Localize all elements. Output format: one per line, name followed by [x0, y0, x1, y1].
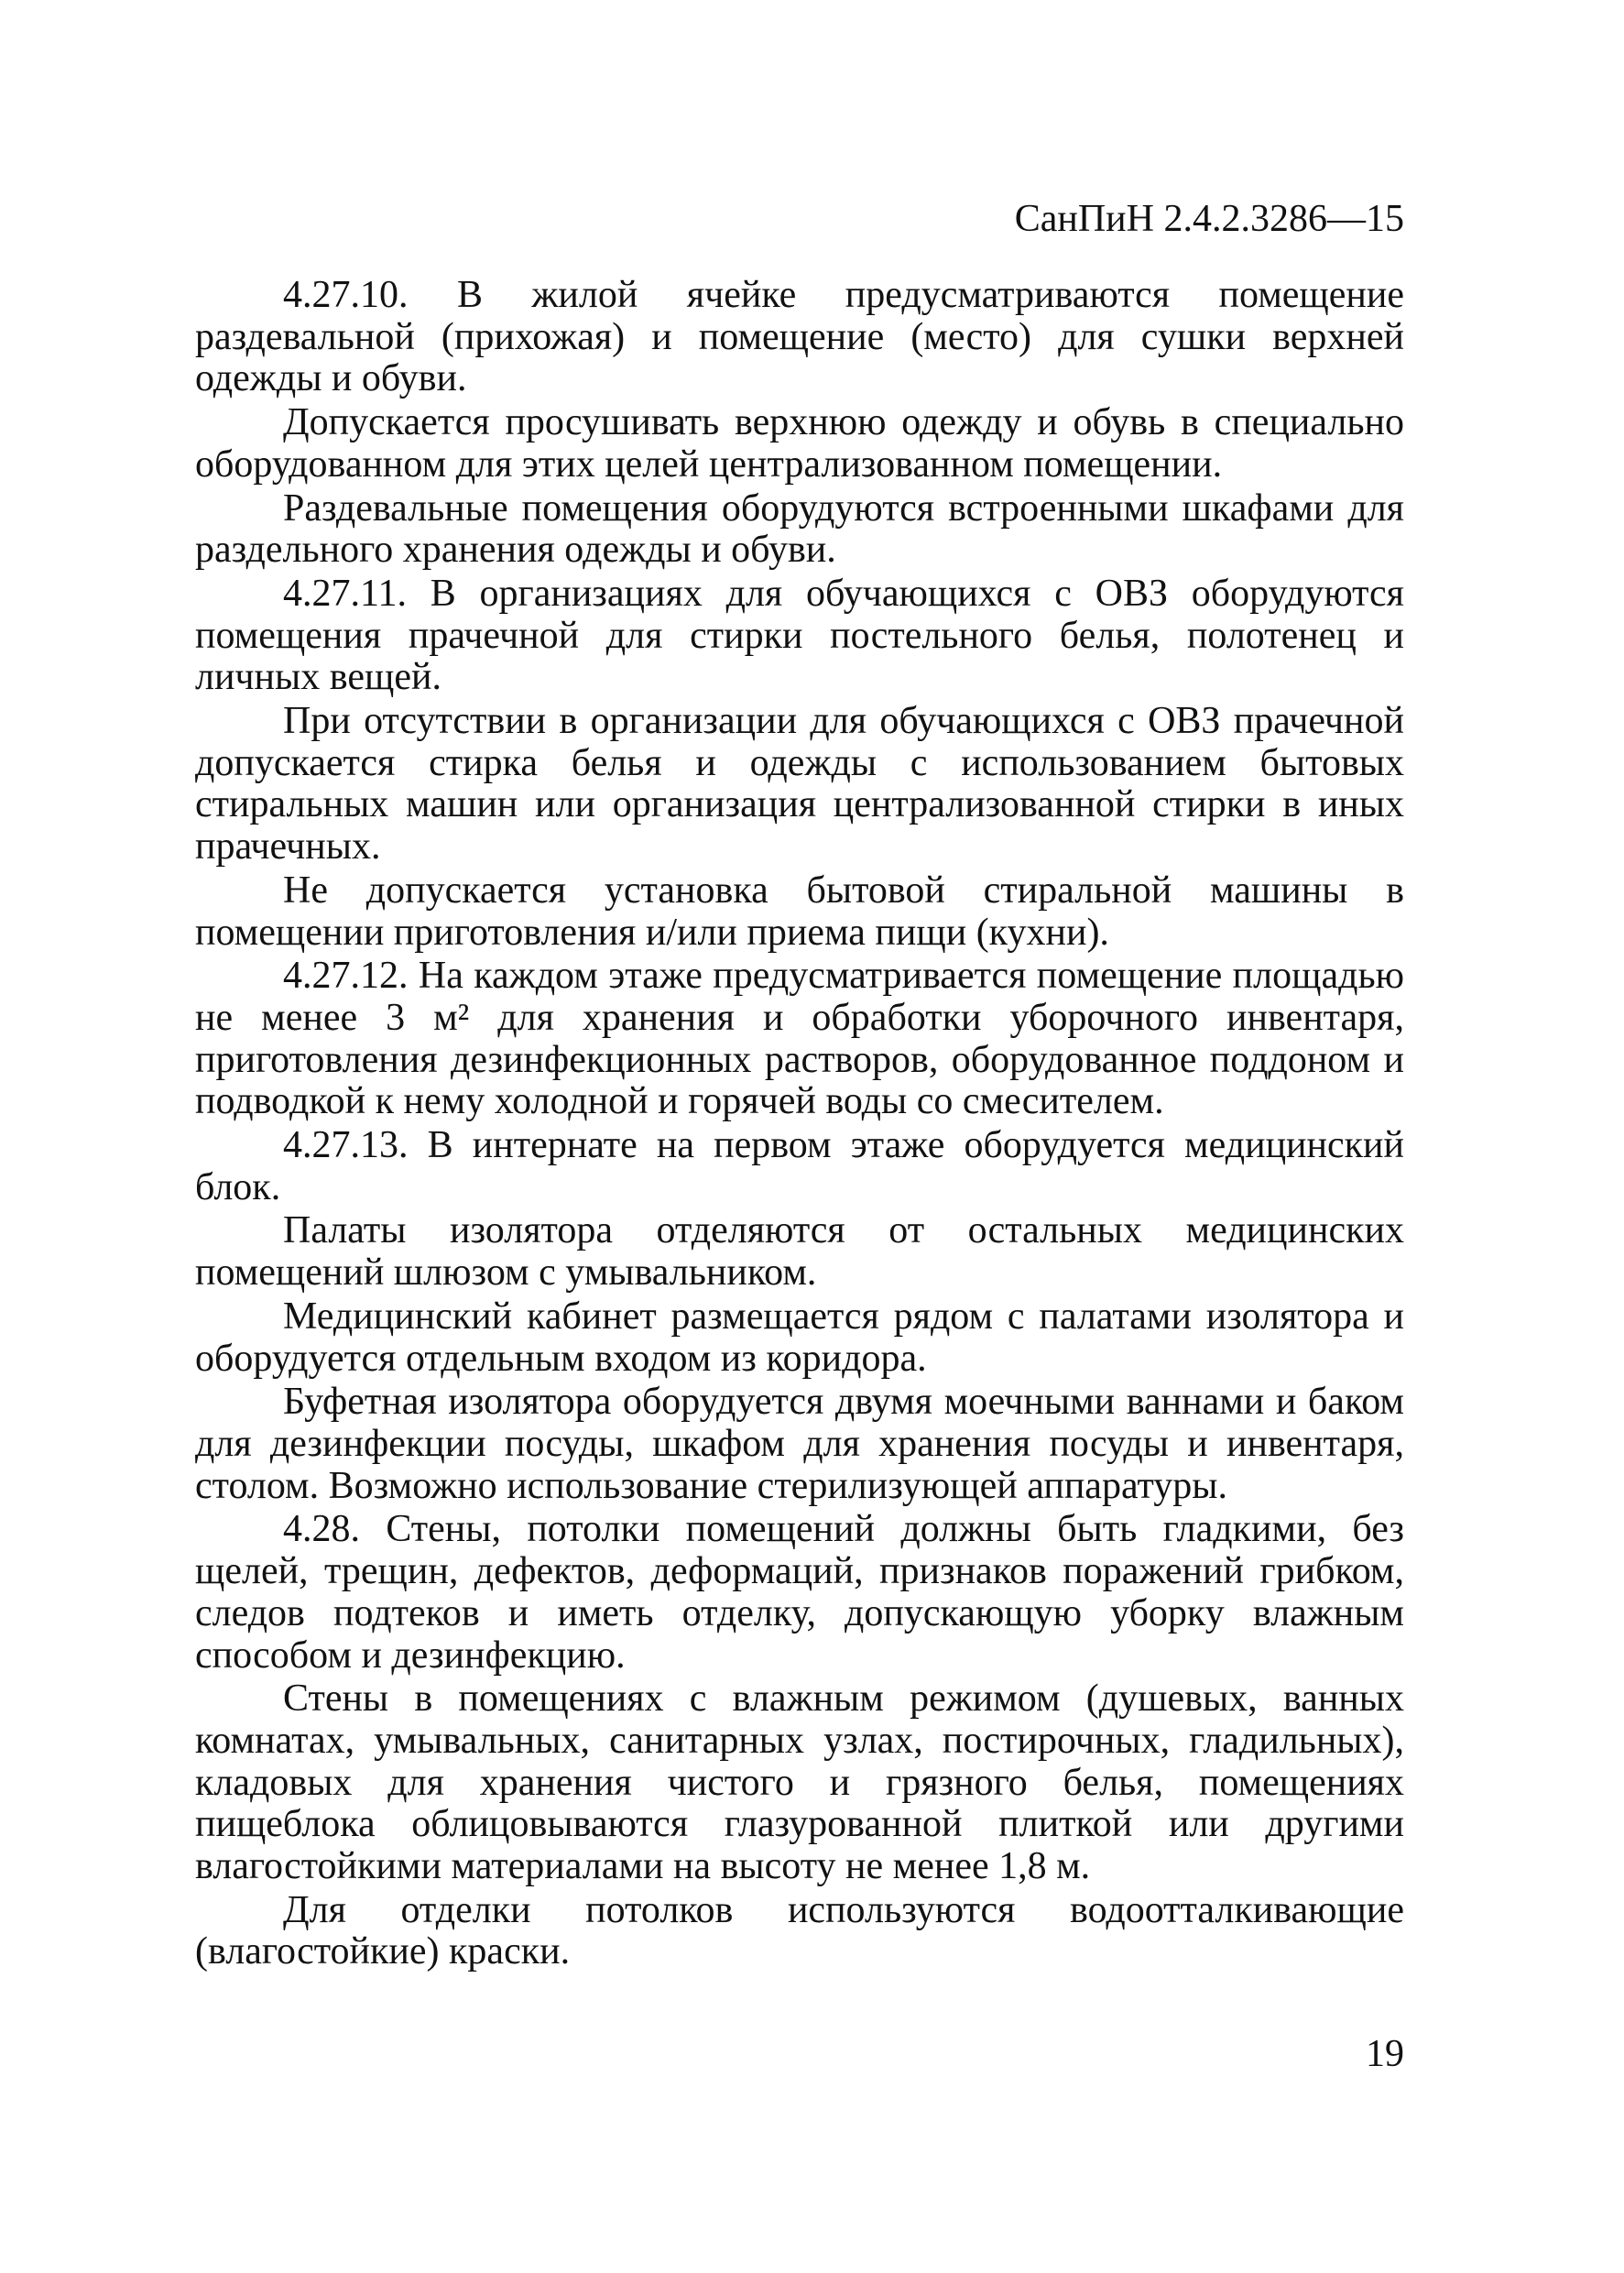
paragraph: Допускается просушивать верхнюю одежду и обувь в специально оборудованном для этих целей централизованном помещении. — [195, 401, 1404, 486]
paragraph: 4.28. Стены, потолки помещений должны быть гладкими, без щелей, трещин, дефектов, деформаций, признаков поражений грибком, следов подтеков и иметь отделку, допускающую уборку влажным способом и дезинфекцию. — [195, 1508, 1404, 1677]
paragraph: Для отделки потолков используются водоотталкивающие (влагостойкие) краски. — [195, 1888, 1404, 1973]
paragraph: При отсутствии в организации для обучающихся с ОВЗ прачечной допускается стирка белья и одежды с использованием бытовых стиральных машин или организация централизованной стирки в иных прачечных. — [195, 700, 1404, 869]
paragraph: Медицинский кабинет размещается рядом с палатами изолятора и оборудуется отдельным входом из коридора. — [195, 1295, 1404, 1380]
document-code-header: СанПиН 2.4.2.3286—15 — [1014, 198, 1404, 240]
paragraph: 4.27.10. В жилой ячейке предусматриваются помещение раздевальной (прихожая) и помещение (место) для сушки верхней одежды и обуви. — [195, 274, 1404, 400]
paragraph: Палаты изолятора отделяются от остальных медицинских помещений шлюзом с умывальником. — [195, 1209, 1404, 1295]
paragraph: Раздевальные помещения оборудуются встроенными шкафами для раздельного хранения одежды и обуви. — [195, 486, 1404, 572]
paragraph: Буфетная изолятора оборудуется двумя моечными ваннами и баком для дезинфекции посуды, шкафом для хранения посуды и инвентаря, столом. Возможно использование стерилизующей аппаратуры. — [195, 1381, 1404, 1507]
body-text — [195, 275, 1404, 1975]
paragraph: Стены в помещениях с влажным режимом (душевых, ванных комнатах, умывальных, санитарных узлах, постирочных, гладильных), кладовых для хранения чистого и грязного белья, помещениях пищеблока облицовываются глазурованной плиткой или другими влагостойкими материалами на высоту не менее 1,8 м. — [195, 1677, 1404, 1888]
page-number: 19 — [1366, 2033, 1404, 2075]
paragraph: 4.27.11. В организациях для обучающихся с ОВЗ оборудуются помещения прачечной для стирки постельного белья, полотенец и личных вещей. — [195, 572, 1404, 699]
paragraph: 4.27.12. На каждом этаже предусматривается помещение площадью не менее 3 м² для хранения и обработки уборочного инвентаря, приготовления дезинфекционных растворов, оборудованное поддоном и подводкой к нему холодной и горячей воды со смесителем. — [195, 955, 1404, 1123]
paragraph: 4.27.13. В интернате на первом этаже оборудуется медицинский блок. — [195, 1124, 1404, 1208]
paragraph: Не допускается установка бытовой стиральной машины в помещении приготовления и/или приема пищи (кухни). — [195, 869, 1404, 954]
